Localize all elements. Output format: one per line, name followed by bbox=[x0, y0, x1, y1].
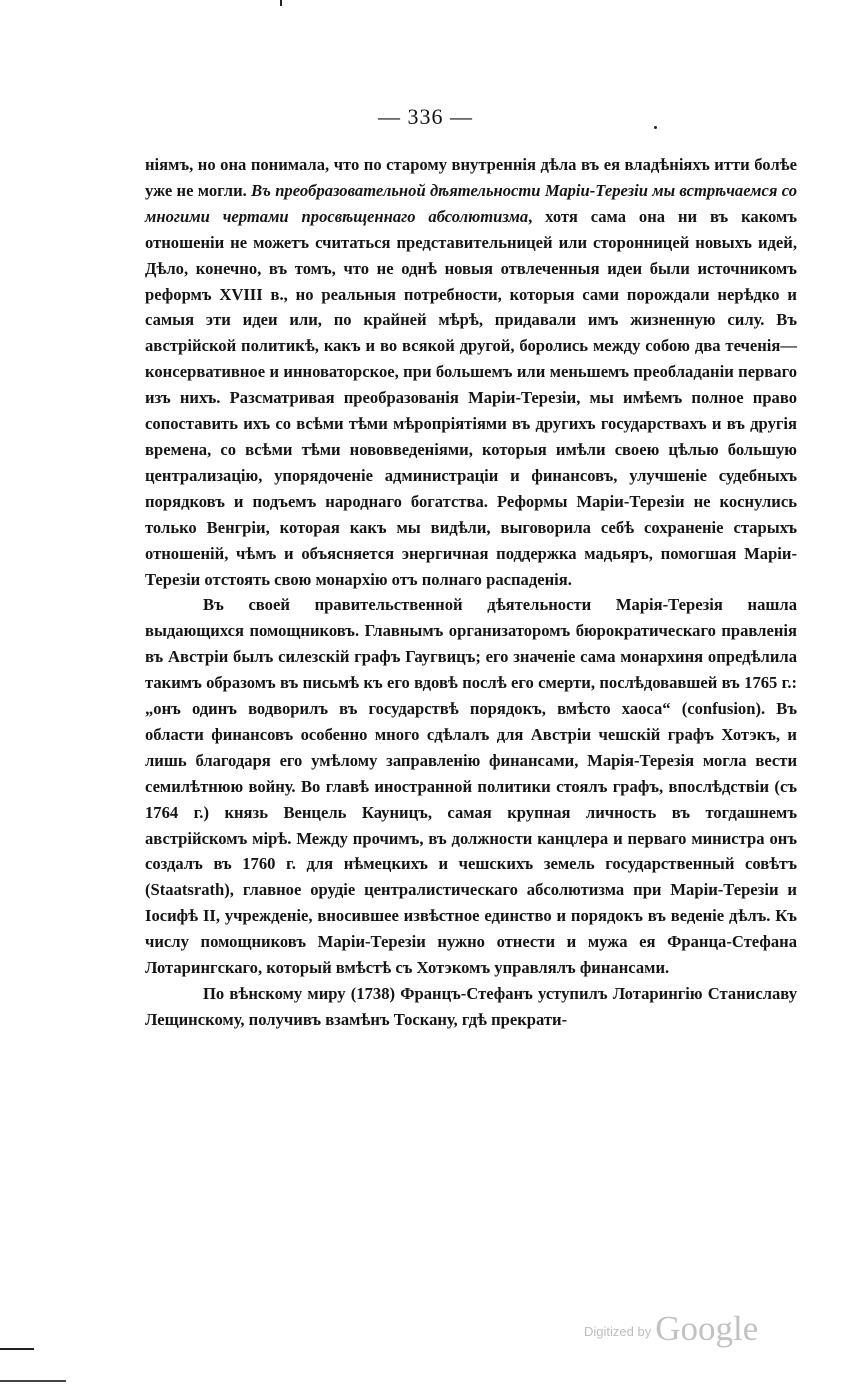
scan-artifact bbox=[0, 1348, 34, 1350]
google-logo: Google bbox=[655, 1309, 759, 1348]
scan-artifact bbox=[280, 0, 282, 6]
paragraph-2: Въ своей правительственной дѣятельности Марія-Терезія нашла выдающихся помощниковъ. Главнымъ организаторомъ бюрократическаго правленія въ Австріи былъ силезскій графъ Гаугвицъ; его значеніе сама монархиня опредѣлила такимъ образомъ въ письмѣ къ его вдовѣ послѣ его смерти, послѣдовавшей въ 1765 г.: „онъ одинъ водворилъ въ государствѣ порядокъ, вмѣсто хаоса“ (confusion). Въ области финансовъ особенно много сдѣлалъ для Австріи чешскій графъ Хотэкъ, и лишь благодаря его умѣлому заправленію финансами, Марія-Терезія могла вести семилѣтнюю войну. Во главѣ иностранной политики стоялъ графъ, впослѣдствіи (съ 1764 г.) князь Венцель Кауницъ, самая крупная личность въ тогдашнемъ австрійскомъ мірѣ. Между прочимъ, въ должности канцлера и перваго министра онъ создалъ въ 1760 г. для нѣмецкихъ и чешскихъ земель государственный совѣтъ (Staatsrath), главное орудіе централистическаго абсолютизма при Маріи-Терезіи и Іосифѣ II, учрежденіе, вносившее извѣстное единство и порядокъ въ веденіе дѣлъ. Къ числу помощниковъ Маріи-Терезіи нужно отнести и мужа ея Франца-Стефана Лотарингскаго, который вмѣстѣ съ Хотэкомъ управлялъ финансами. bbox=[145, 595, 797, 978]
emphasized-text: Въ преобразовательной дѣятельности Маріи-Терезіи мы встрѣчаемся со многими чертами просвѣщеннаго абсолютизма bbox=[145, 180, 797, 226]
page-number: — 336 — bbox=[378, 104, 473, 129]
paragraph-text: , хотя сама она ни въ какомъ отношеніи не можетъ считаться представительницей или сторонницей новыхъ идей, Дѣло, конечно, въ томъ, что не однѣ новыя отвлеченныя идеи были источникомъ реформъ XVIII в., но реальныя потребности, которыя сами порождали нерѣдко и самыя эти идеи или, по крайней мѣрѣ, придавали имъ жизненную силу. Въ австрійской политикѣ, какъ и во всякой другой, боролись между собою два теченія—консервативное и инноваторское, при большемъ или меньшемъ преобладаніи перваго изъ нихъ. Разсматривая преобразованія Маріи-Терезіи, мы имѣемъ полное право сопоставить ихъ со всѣми тѣми мѣропріятіями въ другихъ государствахъ и въ другія времена, со всѣми тѣми нововведеніями, которыя имѣли своею цѣлью большую централизацію, упорядоченіе администраціи и финансовъ, улучшеніе судебныхъ порядковъ и подъемъ народнаго богатства. Реформы Маріи-Терезіи не коснулись только Венгріи, которая какъ мы видѣли, выговорила себѣ сохраненіе старыхъ отношеній, чѣмъ и объясняется энергичная поддержка мадьяръ, помогшая Маріи-Терезіи отстоять свою монархію отъ полнаго распаденія. bbox=[145, 206, 797, 589]
paragraph-1 bbox=[145, 152, 797, 592]
paragraph-text: ніямъ, но она понимала, что по старому внутреннія дѣла въ ея владѣніяхъ итти болѣе уже не могли. bbox=[145, 155, 797, 200]
page-body bbox=[145, 152, 797, 1033]
digitized-by-google-watermark bbox=[584, 1296, 758, 1346]
watermark-caption: Digitized by bbox=[584, 1324, 652, 1339]
paragraph-3: По вѣнскому миру (1738) Францъ-Стефанъ уступилъ Лотарингію Станиславу Лещинскому, получивъ взамѣнъ Тоскану, гдѣ прекрати- bbox=[145, 984, 797, 1029]
scan-artifact bbox=[0, 1380, 66, 1382]
